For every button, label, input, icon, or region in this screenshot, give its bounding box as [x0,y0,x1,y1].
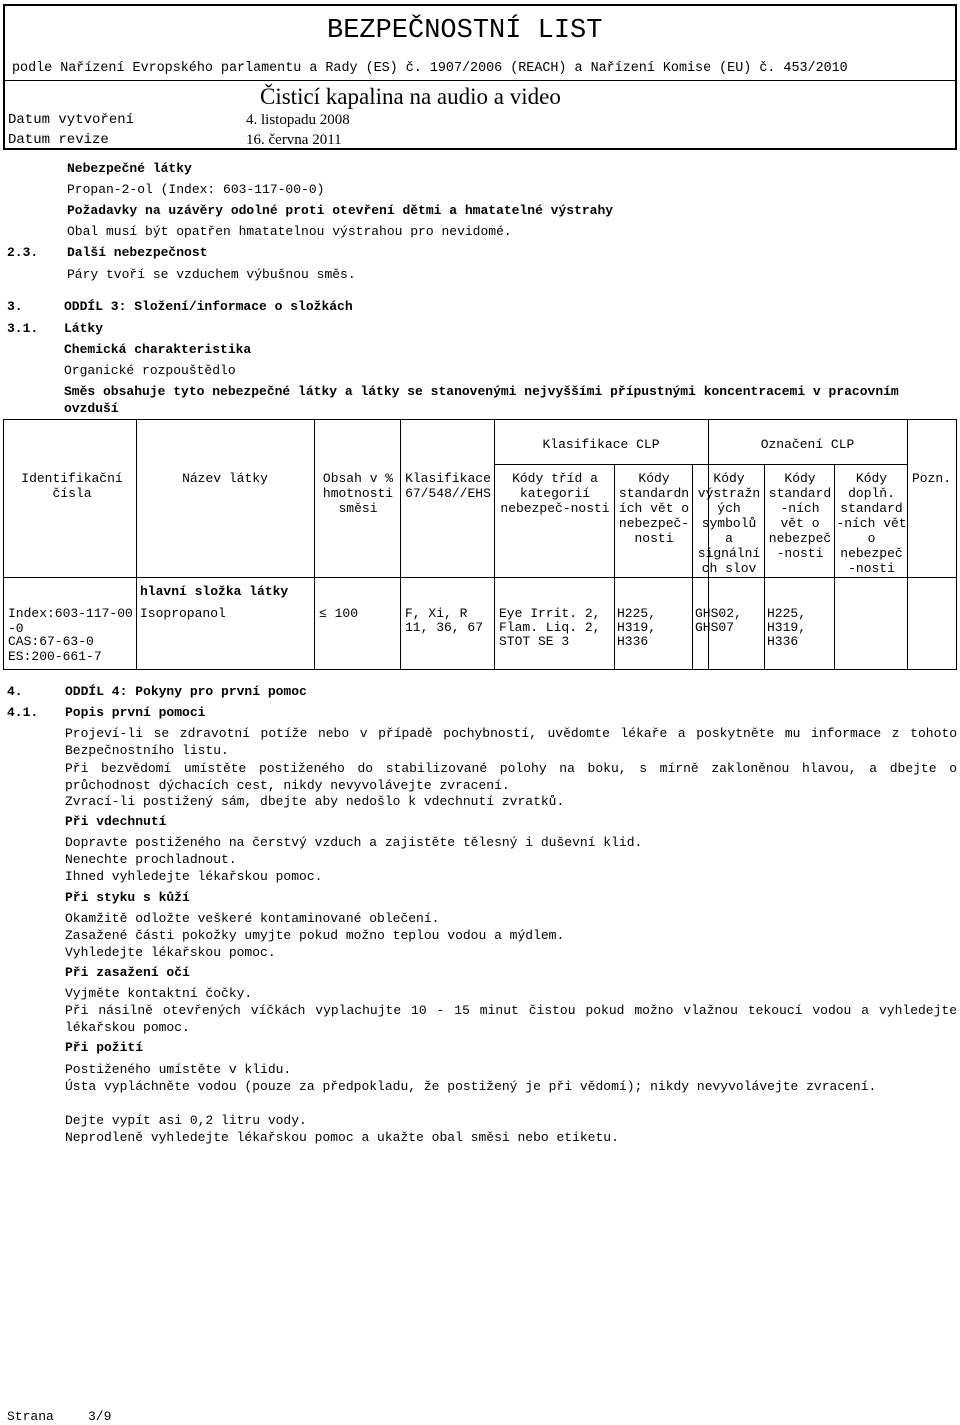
cell-h-code-3: H336 [617,634,649,649]
substances-table [3,419,957,670]
header-content: Obsah v % hmotnosti směsi [322,471,394,516]
created-value: 4. listopadu 2008 [246,112,350,128]
product-name: Čisticí kapalina na audio a video [260,84,561,109]
ingestion-text-1: Postiženého umístěte v klidu. [65,1062,292,1077]
eye-text-1: Vyjměte kontaktní čočky. [65,986,253,1001]
header-h-codes: Kódy standardn ích vět o nebezpeč-nosti [618,471,690,546]
section-3-number: 3. [7,299,23,314]
col-divider [314,420,315,670]
mixture-heading: Směs obsahuje tyto nebezpečné látky a látky se stanovenými nejvyššími přípustnými koncentracemi v pracovním ovzduší [64,384,899,416]
col-divider [834,464,835,670]
col-divider [400,420,401,670]
page-label: Strana [7,1409,54,1424]
ingestion-text-2: Ústa vypláchněte vodou (pouze za předpokladu, že postižený je při vědomí); nikdy nevyvolávejte zvracení. [65,1079,877,1094]
inhalation-text-3: Ihned vyhledejte lékařskou pomoc. [65,869,323,884]
regulation-line: podle Nařízení Evropského parlamentu a Rady (ES) č. 1907/2006 (REACH) a Nařízení Komise (EU) č. 453/2010 [12,61,848,76]
skin-text-1: Okamžitě odložte veškeré kontaminované oblečení. [65,911,440,926]
section-2-3-number: 2.3. [7,245,39,260]
first-aid-vomiting: Zvrací-li postižený sám, dbejte aby nedošlo k vdechnutí zvratků. [65,794,565,809]
section-4-1-number: 4.1. [7,705,39,720]
first-aid-unconscious: Při bezvědomí umístěte postiženého do stabilizované polohy na boku, s mírně zakloněnou hlavou, a dbejte o průchodnost dýchacích cest, nikdy nevyvolávejte zvracení. [65,761,957,793]
first-aid-heading: Popis první pomoci [65,705,206,720]
cell-hazard-class-1: Eye Irrit. 2, [499,606,601,621]
cell-h-label-2: H319, [767,620,807,635]
header-divider [5,80,955,81]
section-3-heading: ODDÍL 3: Složení/informace o složkách [64,299,353,314]
cell-class67-1: F, Xi, R [405,606,468,621]
cell-pictogram-1: GHS02, [695,606,742,621]
chem-char-heading: Chemická charakteristika [64,342,252,357]
cell-pictogram-2: GHS07 [695,620,735,635]
header-name: Název látky [182,471,268,486]
other-hazards-text: Páry tvoří se vzduchem výbušnou směs. [67,267,356,282]
cell-h-label-3: H336 [767,634,799,649]
doc-title: BEZPEČNOSTNÍ LIST [327,16,603,46]
header-extra: Kódy doplň. standard -ních vět o nebezpeč -nosti [836,471,907,576]
page-number: 3/9 [88,1409,112,1424]
inhalation-text-2: Nenechte prochladnout. [65,852,237,867]
other-hazards-heading: Další nebezpečnost [67,245,208,260]
header-id: Identifikační čísla [21,471,123,501]
clp-classification-group: Klasifikace CLP [542,437,660,452]
chem-char-text: Organické rozpouštědlo [64,363,236,378]
col-divider [692,464,693,670]
cell-content: ≤ 100 [319,606,359,621]
closure-text: Obal musí být opatřen hmatatelnou výstrahou pro nevidomé. [67,224,512,239]
cell-name: Isopropanol [140,606,226,621]
cell-h-label-1: H225, [767,606,807,621]
cell-h-code-2: H319, [617,620,657,635]
header-h-label: Kódy standard -ních vět o nebezpeč -nosti [768,471,832,561]
revised-value: 16. června 2011 [246,132,342,148]
col-divider [764,464,765,670]
hazardous-heading: Nebezpečné látky [67,161,192,176]
ingestion-heading: Při požití [65,1040,144,1055]
cell-es: ES:200-661-7 [8,649,102,664]
section-4-heading: ODDÍL 4: Pokyny pro první pomoc [65,684,307,699]
skin-heading: Při styku s kůží [65,890,190,905]
col-divider [494,420,495,670]
cell-hazard-class-2: Flam. Liq. 2, [499,620,601,635]
cell-h-code-1: H225, [617,606,657,621]
substances-heading: Látky [64,321,104,336]
main-component-label: hlavní složka látky [140,584,289,599]
eye-heading: Při zasažení očí [65,965,190,980]
created-label: Datum vytvoření [8,112,135,128]
row-divider [4,577,956,578]
eye-text-2: Při násilně otevřených víčkách vyplachujte 10 - 15 minut čistou pokud možno vlažnou tekoucí vodou a vyhledejte lékařskou pomoc. [65,1003,957,1035]
document-header [3,4,957,150]
row-divider [494,464,907,465]
col-divider [614,464,615,670]
section-4-number: 4. [7,684,23,699]
header-note: Pozn. [911,471,951,486]
col-divider [907,420,908,670]
ingestion-text-4: Neprodleně vyhledejte lékařskou pomoc a ukažte obal směsi nebo etiketu. [65,1130,619,1145]
section-3-1-number: 3.1. [7,321,39,336]
closure-heading: Požadavky na uzávěry odolné proti otevření dětmi a hmatatelné výstrahy [67,203,614,218]
col-divider [136,420,137,670]
ingestion-text-3: Dejte vypít asi 0,2 litru vody. [65,1113,307,1128]
header-hazard-class: Kódy tříd a kategorií nebezpeč-nosti [500,471,610,516]
cell-hazard-class-3: STOT SE 3 [499,634,570,649]
inhalation-heading: Při vdechnutí [65,814,167,829]
cell-class67-2: 11, 36, 67 [405,620,484,635]
clp-labelling-group: Označení CLP [760,437,855,452]
cell-cas: CAS:67-63-0 [8,634,94,649]
inhalation-text-1: Dopravte postiženého na čerstvý vzduch a zajistěte tělesný i duševní klid. [65,835,643,850]
skin-text-2: Zasažené části pokožky umyjte pokud možno teplou vodou a mýdlem. [65,928,565,943]
header-class67: Klasifikace 67/548//EHS [405,471,491,501]
header-pictograms: Kódy výstražn ých symbolů a signální ch slov [697,471,761,576]
first-aid-intro: Projeví-li se zdravotní potíže nebo v případě pochybností, uvědomte lékaře a poskytněte mu informace z tohoto Bezpečnostního listu. [65,726,957,758]
hazardous-text: Propan-2-ol (Index: 603-117-00-0) [67,182,325,197]
revised-label: Datum revize [8,132,109,148]
skin-text-3: Vyhledejte lékařskou pomoc. [65,945,276,960]
cell-index: Index:603-117-00 -0 [8,606,133,636]
